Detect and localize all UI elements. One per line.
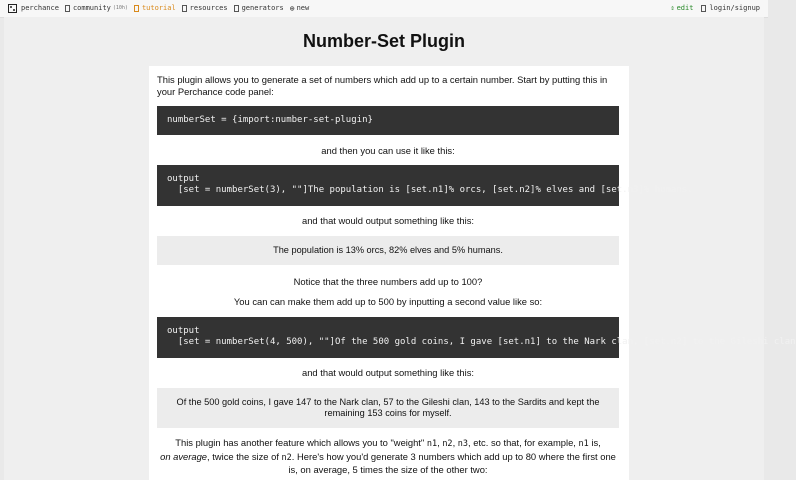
nav-right — [670, 0, 760, 17]
weight-code-n3: n3 — [457, 439, 469, 449]
nav-login-link[interactable] — [701, 0, 760, 17]
page-title: Number-Set Plugin — [302, 31, 465, 51]
nav-new-link[interactable] — [290, 0, 309, 17]
intro-text: This plugin allows you to generate a set of numbers which add up to a certain number. Start by putting this in your Perchance code panel: — [157, 74, 608, 97]
weight-code-n1b: n1 — [578, 439, 589, 449]
nav-community-link[interactable] — [65, 0, 128, 17]
second-value-text: You can can make them add up to 500 by inputting a second value like so: — [233, 296, 543, 307]
code-usage-line-2: [set = numberSet(3), ""]The population is [set.n1]% orcs, [set.n2]% elves and [set.n3]% humans. — [167, 185, 693, 195]
top-nav-bar — [0, 0, 768, 18]
weight-code-n2b: n2 — [281, 452, 292, 463]
community-count-badge: (10h) — [112, 5, 128, 11]
weight-text-c: is, — [588, 437, 601, 448]
nav-edit-label: edit — [676, 4, 694, 12]
dice-logo-icon — [8, 4, 17, 13]
weight-text-avg: on average — [160, 450, 208, 462]
weight-text-d: , twice the size of — [207, 450, 282, 462]
code-gold-line-2: [set = numberSet(4, 500), ""]Of the 500 gold coins, I gave [set.n1] to the Nark clan, [set.n2] to the Gileshi clan — [167, 337, 796, 347]
nav-community-label: community — [72, 4, 111, 12]
plus-circle-icon: ⊕ — [289, 4, 295, 13]
code-block-gold[interactable] — [157, 317, 796, 358]
weight-text-a: This plugin has another feature which allows you to "weight" — [175, 437, 427, 448]
would-output-text-1: and that would output something like this: — [302, 215, 474, 226]
would-output-text-2: and that would output something like this: — [302, 367, 474, 378]
resources-icon — [182, 5, 187, 12]
nav-generators-label: generators — [241, 4, 284, 12]
example-output-2: Of the 500 gold coins, I gave 147 to the Nark clan, 57 to the Gileshi clan, 143 to the Sardits and kept the remaining 153 coins for myself. — [157, 388, 619, 428]
nav-home-link[interactable] — [8, 0, 59, 17]
example-output-1: The population is 13% orcs, 82% elves and 5% humans. — [157, 236, 619, 265]
nav-new-label: new — [296, 4, 310, 12]
generators-icon — [234, 5, 239, 12]
nav-tutorial-label: tutorial — [141, 4, 176, 12]
nav-tutorial-link[interactable] — [134, 0, 176, 17]
code-import-line: numberSet = {import:number-set-plugin} — [167, 115, 373, 125]
nav-generators-link[interactable] — [234, 0, 284, 17]
nav-logo-label: perchance — [21, 4, 59, 12]
nav-resources-label: resources — [189, 4, 228, 12]
code-block-usage[interactable] — [157, 165, 693, 206]
nav-edit-link[interactable] — [670, 0, 693, 17]
nav-resources-link[interactable] — [182, 0, 228, 17]
tutorial-icon — [134, 5, 139, 12]
weight-text-e: . Here's how you'd generate 3 numbers which add up to 80 where the first one is, on average, 5 times the size of the other two: — [288, 450, 616, 475]
page-body — [4, 17, 796, 480]
weight-text-b: , etc. so that, for example, — [468, 437, 579, 448]
content-card — [149, 66, 796, 480]
edit-arrows-icon: ⇕ — [670, 4, 675, 12]
notice-text: Notice that the three numbers add up to 100? — [293, 276, 483, 287]
code-block-import[interactable] — [157, 106, 619, 135]
weight-code-n2: n2 — [442, 439, 453, 449]
code-gold-line-1: output — [167, 326, 200, 336]
weight-feature-text: This plugin has another feature which allows you to "weight" n1, n2, n3, etc. so that, for example, n1 is, on average, twice the size of n2. Here's how you'd generate 3 numbers which add up to 80 where the first one is, on average, 5 times the size of the other two: — [160, 437, 616, 475]
nav-login-label: login/signup — [709, 4, 760, 12]
usage-intro-text: and then you can use it like this: — [321, 145, 455, 156]
nav-left — [8, 0, 309, 17]
community-icon — [65, 5, 70, 12]
user-icon — [701, 5, 706, 12]
code-usage-line-1: output — [167, 174, 200, 184]
weight-code-n1: n1 — [426, 439, 438, 449]
